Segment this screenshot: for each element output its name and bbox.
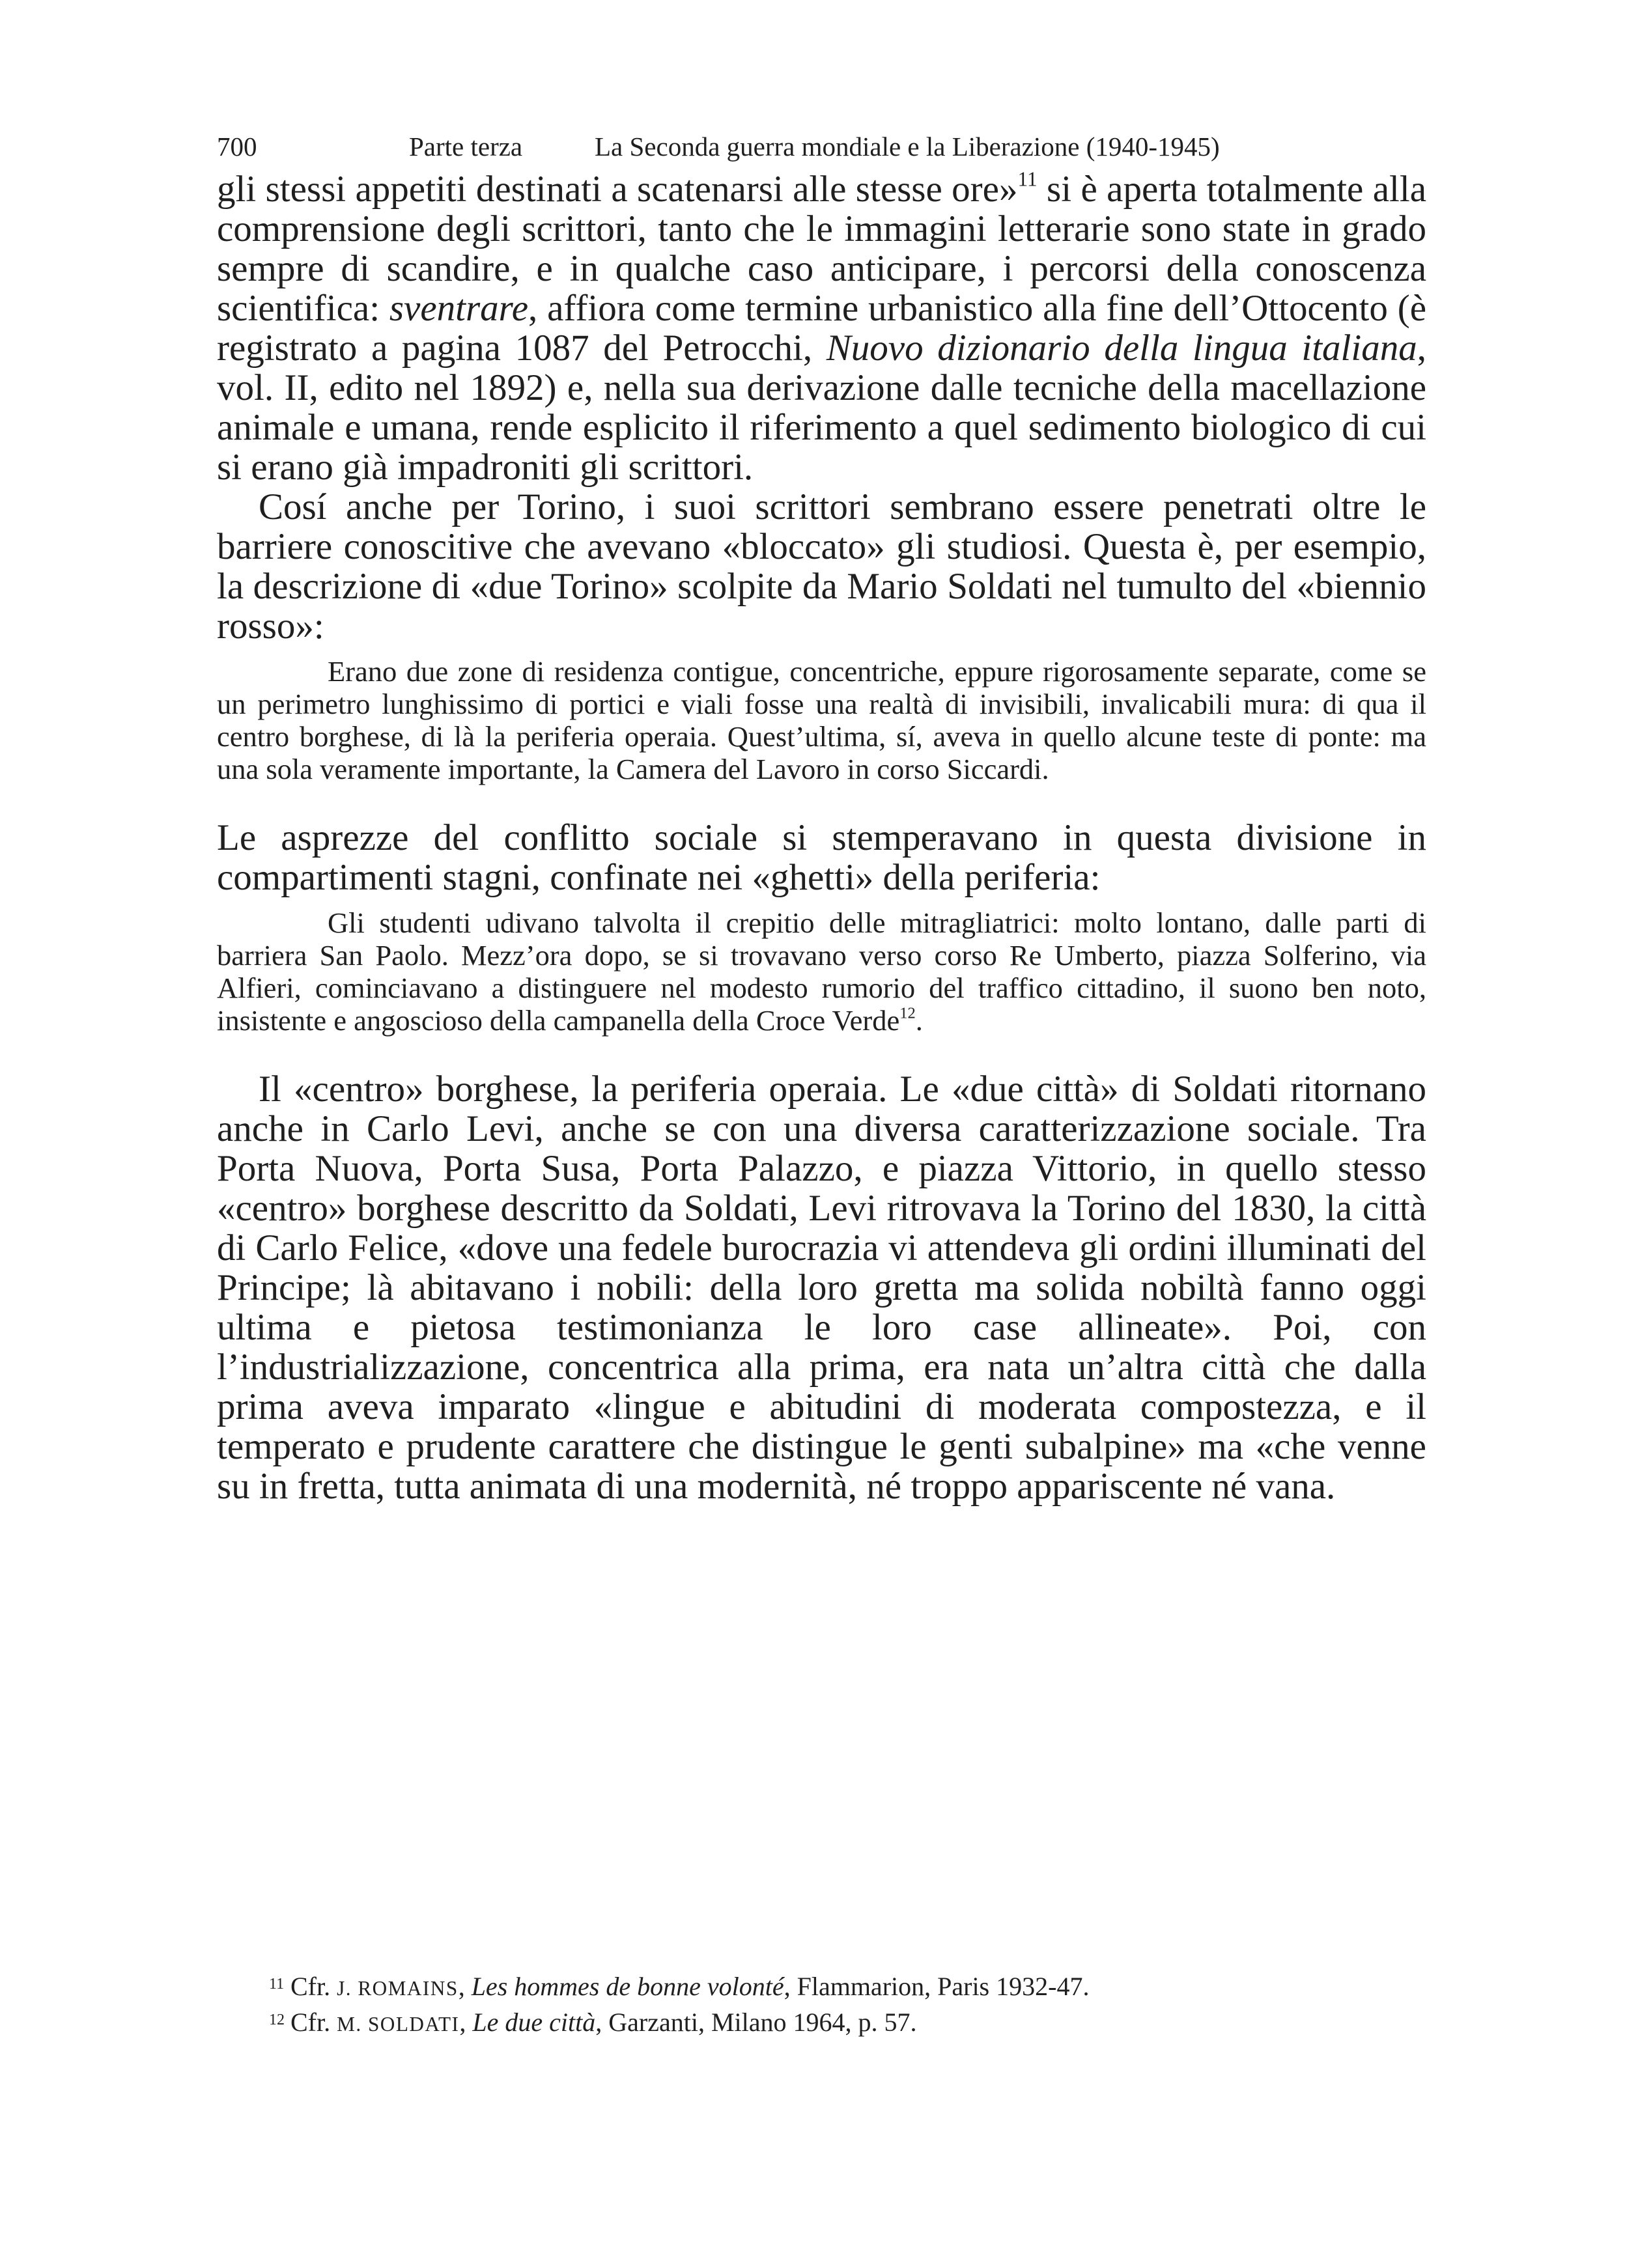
footnote-prefix: Cfr.	[290, 2008, 337, 2037]
footnote-publication: , Garzanti, Milano 1964, p. 57.	[595, 2008, 917, 2037]
footnote-number: 11	[269, 1976, 285, 1993]
page-number: 700	[217, 132, 257, 161]
footnote-separator: ,	[458, 1972, 472, 2001]
footnote-separator: ,	[459, 2008, 473, 2037]
footnote-author: J. ROMAINS	[337, 1977, 459, 2000]
footnote-title: Les hommes de bonne volonté	[471, 1972, 784, 2001]
paragraph-3: Le asprezze del conflitto sociale si stemperavano in questa divisione in compartimenti stagni, confinate nei «ghetti» della periferia:	[217, 817, 1426, 898]
footnote-author: M. SOLDATI	[337, 2013, 460, 2036]
paragraph-1-text-d: , vol. II, edito nel 1892) e, nella sua derivazione dalle tecniche della macellazione animale e umana, rende esplicito il riferimento a quel sedimento biologico di cui si erano già impadroniti gli scrittori.	[217, 328, 1426, 488]
footnote-ref-12[interactable]: 12	[899, 1004, 916, 1022]
paragraph-1-text-c: , affiora come termine urbanistico alla fine dell’Ottocento (è registrato a pagina 1087 del Petrocchi,	[217, 288, 1426, 369]
italic-book-title: Nuovo dizionario della lingua italiana	[826, 328, 1417, 369]
footnote-prefix: Cfr.	[290, 1972, 337, 2001]
running-head	[217, 124, 1426, 169]
footnote-11	[217, 1970, 1426, 2006]
footnotes	[217, 1970, 1426, 2041]
footnote-title: Le due città	[472, 2008, 596, 2037]
block-quote-2-text: Gli studenti udivano talvolta il crepitio delle mitragliatrici: molto lontano, dalle parti di barriera San Paolo. Mezz’ora dopo, se si trovavano verso corso Re Umberto, piazza Solferino, via Alfieri, cominciavano a distinguere nel modesto rumorio del traffico cittadino, il suono ben noto, insistente e angoscioso della campanella della Croce Verde	[217, 906, 1426, 1037]
italic-term: sventrare	[389, 288, 529, 329]
book-page	[217, 124, 1426, 1506]
main-text	[217, 169, 1426, 1506]
paragraph-1-text-a: gli stessi appetiti destinati a scatenarsi alle stesse ore»	[217, 169, 1018, 210]
part-label: Parte terza	[409, 132, 523, 161]
footnote-publication: , Flammarion, Paris 1932-47.	[784, 1972, 1090, 2001]
block-quote-2-end: .	[915, 1004, 923, 1037]
footnote-number: 12	[269, 2011, 285, 2028]
block-quote-2	[217, 906, 1426, 1037]
paragraph-2: Cosí anche per Torino, i suoi scrittori sembrano essere penetrati oltre le barriere conoscitive che avevano «bloccato» gli studiosi. Questa è, per esempio, la descrizione di «due Torino» scolpite da Mario Soldati nel tumulto del «biennio rosso»:	[217, 486, 1426, 647]
paragraph-1-text-b: si è aperta totalmente alla comprensione degli scrittori, tanto che le immagini letterarie sono state in grado sempre di scandire, e in qualche caso anticipare, i percorsi della conoscenza scientifica:	[217, 169, 1427, 329]
paragraph-4: Il «centro» borghese, la periferia operaia. Le «due città» di Soldati ritornano anche in Carlo Levi, anche se con una diversa caratterizzazione sociale. Tra Porta Nuova, Porta Susa, Porta Palazzo, e piazza Vittorio, in quello stesso «centro» borghese descritto da Soldati, Levi ritrovava la Torino del 1830, la città di Carlo Felice, «dove una fedele burocrazia vi attendeva gli ordini illuminati del Principe; là abitavano i nobili: della loro gretta ma solida nobiltà fanno oggi ultima e pietosa testimonianza le loro case allineate». Poi, con l’industrializzazione, concentrica alla prima, era nata un’altra città che dalla prima aveva imparato «lingue e abitudini di moderata compostezza, e il temperato e prudente carattere che distingue le genti subalpine» ma «che venne su in fretta, tutta animata di una modernità, né troppo appariscente né vana.	[217, 1069, 1426, 1507]
paragraph-1	[217, 169, 1426, 487]
footnote-ref-11[interactable]: 11	[1017, 167, 1038, 191]
chapter-title: La Seconda guerra mondiale e la Liberazione (1940-1945)	[595, 132, 1220, 161]
footnote-12	[217, 2006, 1426, 2041]
block-quote-1: Erano due zone di residenza contigue, concentriche, eppure rigorosamente separate, come se un perimetro lunghissimo di portici e viali fosse una realtà di invisibili, invalicabili mura: di qua il centro borghese, di là la periferia operaia. Quest’ultima, sí, aveva in quello alcune teste di ponte: ma una sola veramente importante, la Camera del Lavoro in corso Siccardi.	[217, 655, 1426, 785]
